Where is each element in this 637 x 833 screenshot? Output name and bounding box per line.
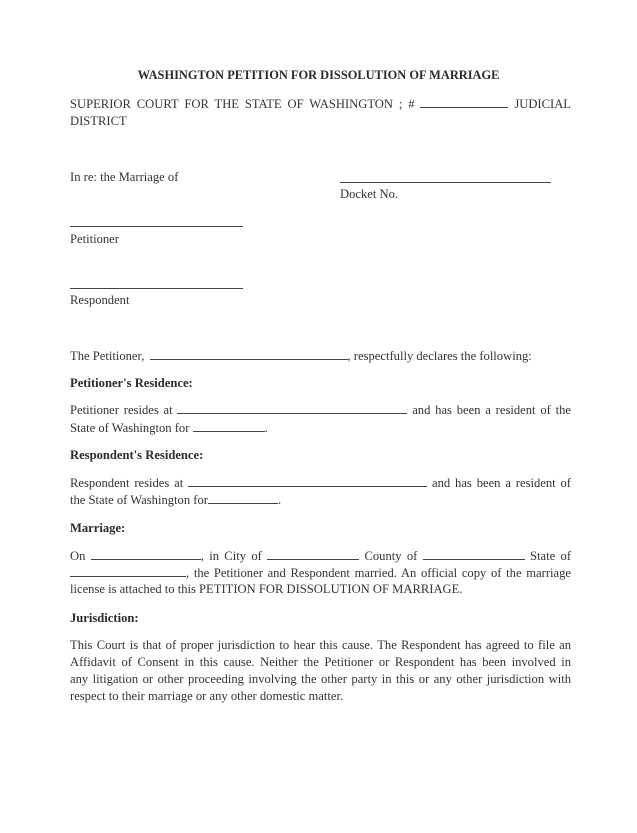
marriage-city-blank[interactable] (267, 548, 359, 560)
petitioner-state-text: State of Washington for (70, 421, 190, 435)
declaration-start: The Petitioner, (70, 349, 145, 363)
petitioner-residence-line-1 (70, 402, 571, 419)
respondent-address-blank[interactable] (188, 475, 427, 487)
jurisdiction-line-2: Affidavit of Consent in this cause. Neither the Petitioner or Respondent has been involved in (70, 655, 571, 669)
period-text: . (277, 493, 282, 507)
respondent-label: Respondent (70, 293, 130, 307)
marriage-heading: Marriage: (70, 521, 126, 535)
document-title: WASHINGTON PETITION FOR DISSOLUTION OF MARRIAGE (137, 68, 500, 82)
married-text: , the Petitioner and Respondent married. An official copy of the marriage (186, 566, 571, 580)
petitioner-residence-line-2 (70, 420, 268, 437)
jurisdiction-line-1: This Court is that of proper jurisdiction to hear this cause. The Respondent has agreed to file an (70, 638, 571, 652)
respondent-residence-line-2 (70, 492, 281, 509)
jurisdiction-line-4: respect to their marriage or any other domestic matter. (70, 689, 344, 703)
in-re-label: In re: the Marriage of (70, 170, 179, 184)
petitioner-residence-heading: Petitioner's Residence: (70, 376, 193, 390)
declaration-line (70, 348, 532, 365)
marriage-line-1 (70, 548, 571, 565)
respondent-name-blank[interactable] (70, 288, 243, 289)
jurisdiction-heading: Jurisdiction: (70, 611, 139, 625)
court-line (70, 96, 571, 113)
respondent-resident-text: and has been a resident of (432, 476, 572, 490)
jurisdiction-paragraph (70, 637, 571, 705)
respondent-resides-text: Respondent resides at (70, 476, 184, 490)
respondent-duration-blank[interactable] (208, 492, 278, 504)
court-text: SUPERIOR COURT FOR THE STATE OF WASHINGTON ; # (70, 97, 415, 111)
petitioner-resident-text: and has been a resident of the (412, 403, 572, 417)
docket-number-blank[interactable] (340, 182, 551, 183)
petitioner-declaration-blank[interactable] (150, 348, 348, 360)
petitioner-resides-text: Petitioner resides at (70, 403, 173, 417)
declaration-end: , respectfully declares the following: (347, 349, 532, 363)
district-text: DISTRICT (70, 114, 127, 128)
marriage-date-blank[interactable] (91, 548, 201, 560)
petitioner-name-blank[interactable] (70, 226, 243, 227)
marriage-line-2 (70, 565, 571, 582)
respondent-state-text: the State of Washington for (70, 493, 208, 507)
county-of-text: County of (364, 549, 418, 563)
judicial-text: JUDICIAL (514, 97, 571, 111)
judicial-district-blank[interactable] (420, 96, 508, 108)
state-of-text: State of (530, 549, 572, 563)
petitioner-label: Petitioner (70, 232, 119, 246)
respondent-residence-line-1 (70, 475, 571, 492)
period-text: . (264, 421, 268, 435)
respondent-residence-heading: Respondent's Residence: (70, 448, 204, 462)
docket-label: Docket No. (340, 187, 399, 201)
in-city-text: , in City of (200, 549, 262, 563)
petitioner-address-blank[interactable] (177, 402, 407, 414)
marriage-line-3: license is attached to this PETITION FOR DISSOLUTION OF MARRIAGE. (70, 582, 463, 596)
marriage-state-blank[interactable] (70, 565, 186, 577)
marriage-county-blank[interactable] (423, 548, 525, 560)
petitioner-duration-blank[interactable] (193, 420, 265, 432)
jurisdiction-line-3: any litigation or other proceeding involving the other party in this or any other jurisdiction with (70, 672, 571, 686)
on-text: On (70, 549, 86, 563)
